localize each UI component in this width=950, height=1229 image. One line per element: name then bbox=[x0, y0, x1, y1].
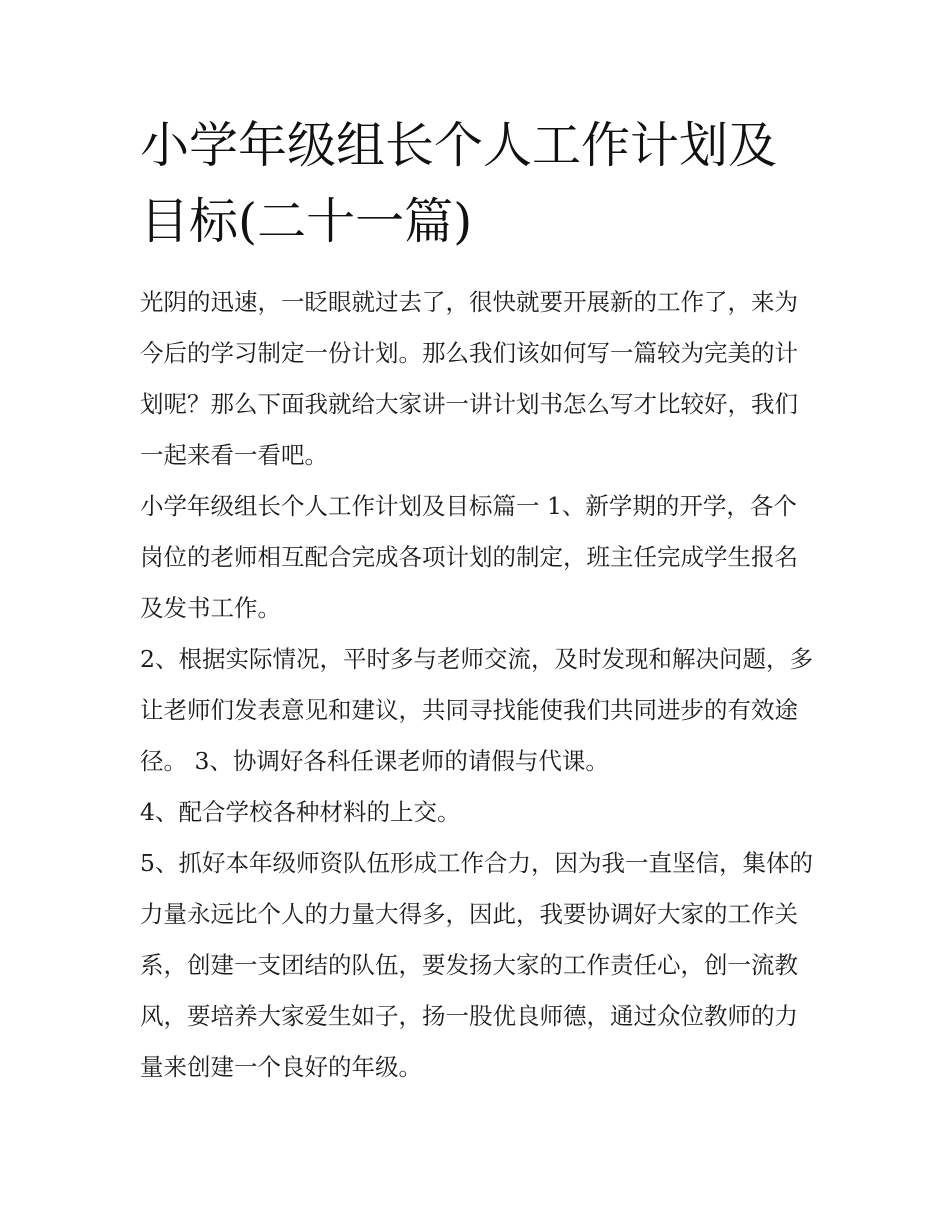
document-body bbox=[140, 277, 816, 1093]
paragraph-intro: 光阴的迅速，一眨眼就过去了，很快就要开展新的工作了，来为今后的学习制定一份计划。那么我们该如何写一篇较为完美的计划呢？那么下面我就给大家讲一讲计划书怎么写才比较好，我们一起来看一看吧。 bbox=[140, 288, 798, 469]
document-title: 小学年级组长个人工作计划及目标(二十一篇) bbox=[140, 117, 778, 250]
paragraph-item-2: 2、根据实际情况，平时多与老师交流，及时发现和解决问题，多让老师们发表意见和建议，共同寻找能使我们共同进步的有效途径。 3、协调好各科任课老师的请假与代课。 bbox=[140, 645, 813, 775]
paragraph-item-1: 小学年级组长个人工作计划及目标篇一 1、新学期的开学，各个岗位的老师相互配合完成各项计划的制定，班主任完成学生报名及发书工作。 bbox=[140, 492, 798, 622]
paragraph-item-4: 4、配合学校各种材料的上交。 bbox=[140, 798, 461, 826]
paragraph-item-5: 5、抓好本年级师资队伍形成工作合力，因为我一直坚信，集体的力量永远比个人的力量大得多，因此，我要协调好大家的工作关系，创建一支团结的队伍，要发扬大家的工作责任心，创一流教风，要培养大家爱生如子，扬一股优良师德，通过众位教师的力量来创建一个良好的年级。 bbox=[140, 849, 813, 1081]
